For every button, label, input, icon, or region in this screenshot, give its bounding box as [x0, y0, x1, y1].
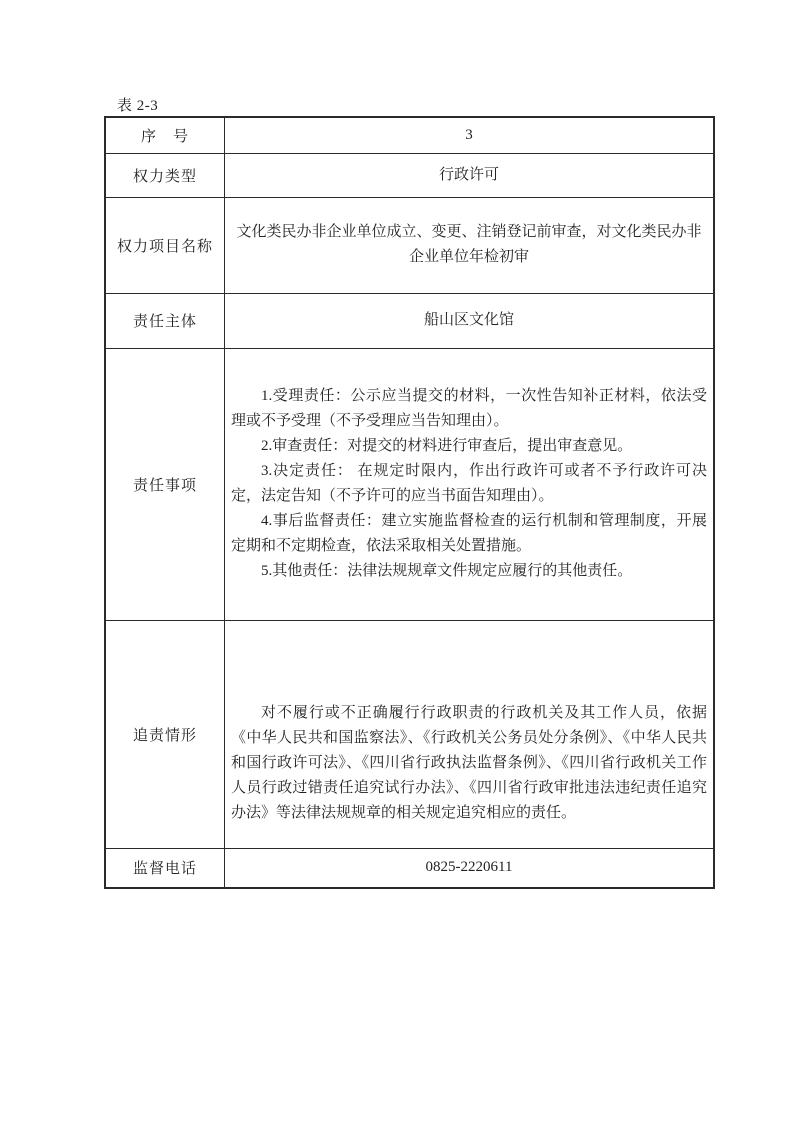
row-value-power-item-name: 文化类民办非企业单位成立、变更、注销登记前审查，对文化类民办非企业单位年检初审: [225, 197, 715, 293]
row-label-power-item-name: 权力项目名称: [105, 197, 225, 293]
row-label-power-type: 权力类型: [105, 153, 225, 197]
row-value-accountability-circumstances: [225, 620, 715, 848]
responsibility-item-2: 2.审查责任：对提交的材料进行审查后，提出审查意见。: [261, 438, 633, 454]
accountability-paragraph: 对不履行或不正确履行行政职责的行政机关及其工作人员，依据《中华人民共和国监察法》、《行政机关公务员处分条例》、《中华人民共和国行政许可法》、《四川省行政执法监督条例》、《四川省行政机关工作人员行政过错责任追究试行办法》、《四川省行政审批违法违纪责任追究办法》等法律法规规章的相关规定追究相应的责任。: [231, 704, 707, 821]
table-row-responsibility-items: [105, 348, 714, 620]
responsibility-item-1: 1.受理责任：公示应当提交的材料，一次性告知补正材料，依法受理或不予受理（不予受理应当告知理由）。: [231, 388, 707, 429]
responsibility-table: [104, 116, 715, 889]
table-row-responsible-entity: [105, 293, 714, 348]
row-label-serial-number: 序 号: [105, 117, 225, 153]
row-value-supervision-phone: 0825-2220611: [225, 848, 715, 888]
table-row-supervision-phone: [105, 848, 714, 888]
responsibility-item-4: 4.事后监督责任：建立实施监督检查的运行机制和管理制度，开展定期和不定期检查，依法采取相关处置措施。: [231, 513, 707, 554]
responsibility-item-5: 5.其他责任：法律法规规章文件规定应履行的其他责任。: [261, 563, 633, 579]
responsibility-item-3: 3.决定责任： 在规定时限内，作出行政许可或者不予行政许可决定，法定告知（不予许可的应当书面告知理由）。: [231, 463, 707, 504]
row-value-responsibility-items: [225, 348, 715, 620]
table-row-serial-number: [105, 117, 714, 153]
table-caption: 表 2-3: [117, 98, 159, 114]
row-label-accountability-circumstances: 追责情形: [105, 620, 225, 848]
row-value-responsible-entity: 船山区文化馆: [225, 293, 715, 348]
row-label-supervision-phone: 监督电话: [105, 848, 225, 888]
table-row-power-type: [105, 153, 714, 197]
row-value-power-type: 行政许可: [225, 153, 715, 197]
row-label-responsible-entity: 责任主体: [105, 293, 225, 348]
row-value-serial-number: 3: [225, 117, 715, 153]
row-label-responsibility-items: 责任事项: [105, 348, 225, 620]
table-row-accountability-circumstances: [105, 620, 714, 848]
table-row-power-item-name: [105, 197, 714, 293]
